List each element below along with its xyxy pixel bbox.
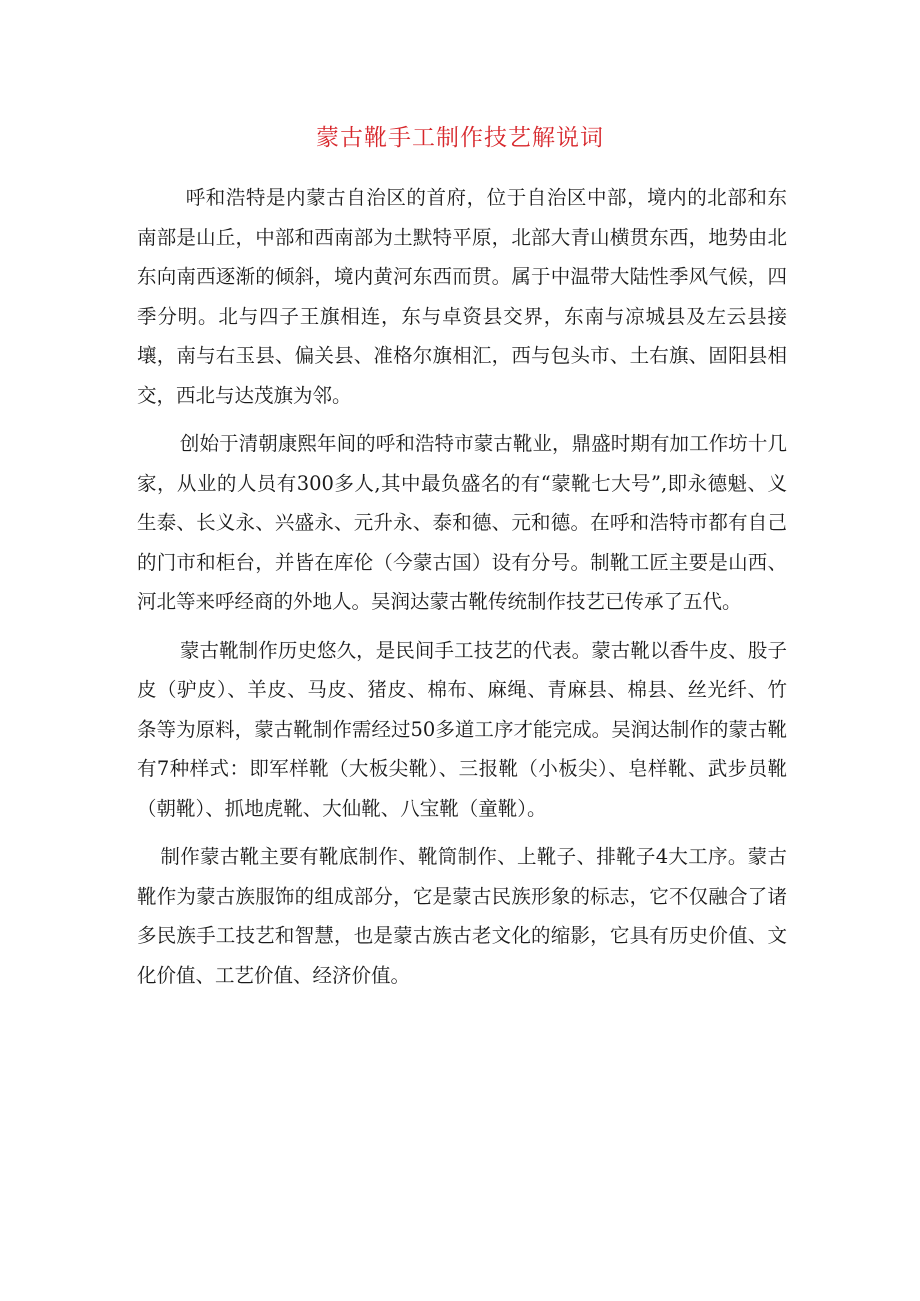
document-title: 蒙古靴手工制作技艺解说词: [316, 125, 604, 151]
paragraph-history: 创始于清朝康熙年间的呼和浩特市蒙古靴业，鼎盛时期有加工作坊十几家，从业的人员有300多人,其中最负盛名的有“蒙靴七大号”,即永德魁、义生泰、长义永、兴盛永、元升永、泰和德、元和德。在呼和浩特市都有自己的门市和柜台，并皆在库伦（今蒙古国）设有分号。制靴工匠主要是山西、河北等来呼经商的外地人。吴润达蒙古靴传统制作技艺已传承了五代。: [137, 432, 787, 613]
paragraph-process: 制作蒙古靴主要有靴底制作、靴筒制作、上靴子、排靴子4大工序。蒙古靴作为蒙古族服饰的组成部分，它是蒙古民族形象的标志，它不仅融合了诸多民族手工技艺和智慧，也是蒙古族古老文化的缩影，它具有历史价值、文化价值、工艺价值、经济价值。: [137, 845, 787, 987]
document-body: [137, 178, 787, 995]
paragraph-materials: 蒙古靴制作历史悠久，是民间手工技艺的代表。蒙古靴以香牛皮、股子皮（驴皮）、羊皮、马皮、猪皮、棉布、麻绳、青麻县、棉县、丝光纤、竹条等为原料，蒙古靴制作需经过50多道工序才能完成。吴润达制作的蒙古靴有7种样式：即军样靴（大板尖靴）、三报靴（小板尖）、皂样靴、武步员靴（朝靴）、抓地虎靴、大仙靴、八宝靴（童靴）。: [137, 638, 787, 820]
paragraph-geography: 呼和浩特是内蒙古自治区的首府，位于自治区中部，境内的北部和东南部是山丘，中部和西南部为土默特平原，北部大青山横贯东西，地势由北东向南西逐渐的倾斜，境内黄河东西而贯。属于中温带大陆性季风气候，四季分明。北与四子王旗相连，东与卓资县交界，东南与凉城县及左云县接壤，南与右玉县、偏关县、准格尔旗相汇，西与包头市、土右旗、固阳县相交，西北与达茂旗为邻。: [137, 186, 787, 407]
